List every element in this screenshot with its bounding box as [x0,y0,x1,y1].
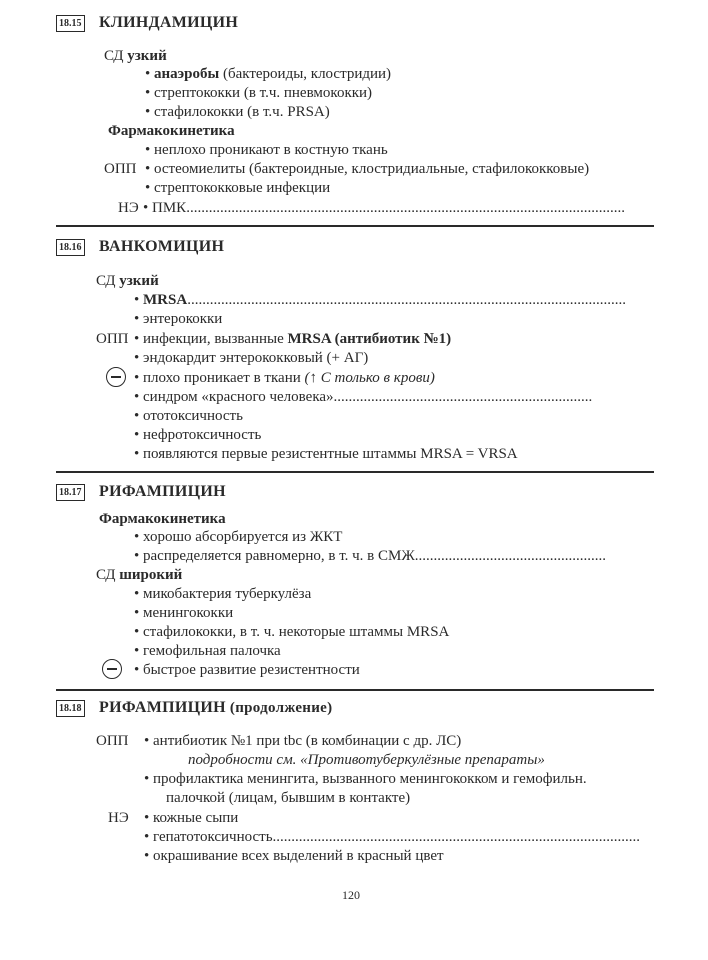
list-item: • быстрое развитие резистентности [134,662,360,678]
opp-label: ОПП [96,331,129,347]
list-item: • окрашивание всех выделений в красный цвет [144,848,444,864]
list-item: • инфекции, вызванные MRSA (антибиотик №1) [134,331,452,347]
leader-dots [186,199,626,217]
sd-line [96,272,159,290]
sd-label: СД [104,48,124,64]
list-item: • ототоксичность [134,408,243,424]
list-item: • антибиотик №1 при tbc (в комбинации с др. ЛС) [144,733,462,749]
sd-value: узкий [127,48,167,64]
sd-label: СД [96,567,116,583]
list-item: • плохо проникает в ткани (↑ С только в крови) [134,370,435,386]
opp-label: ОПП [104,161,137,177]
section-number: 18.15 [56,15,85,32]
section-title: КЛИНДАМИЦИН [99,14,239,31]
sd-line [96,566,182,584]
list-item: • хорошо абсорбируется из ЖКТ [134,529,343,545]
leader-dots [334,388,592,406]
minus-circle-icon [106,367,126,387]
ne-label: НЭ [108,810,129,826]
list-item: • стрептококки (в т.ч. пневмококки) [145,85,373,101]
list-item: • нефротоксичность [134,427,262,443]
list-item-continuation: палочкой (лицам, бывшим в контакте) [166,790,411,806]
list-item: • остеомиелиты (бактероидные, клостридиальные, стафилококковые) [145,161,590,177]
list-item: • распределяется равномерно, в т. ч. в СМЖ..... [134,547,605,565]
sd-value: широкий [119,567,183,583]
section-title: РИФАМПИЦИН [99,483,226,500]
section-number: 18.16 [56,239,85,256]
pk-heading: Фармакокинетика [108,123,235,139]
leader-dots [415,547,605,565]
leader-dots [187,291,627,309]
list-item: • микобактерия туберкулёза [134,586,312,602]
list-item: • появляются первые резистентные штаммы MRSA = VRSA [134,446,518,462]
sd-label: СД [96,273,116,289]
list-item: • эндокардит энтерококковый (+ АГ) [134,350,369,366]
section-title: РИФАМПИЦИН (продолжение) [99,699,333,716]
section-divider [56,471,654,473]
page-number: 120 [342,888,360,902]
section-divider [56,689,654,691]
list-item: • MRSA..... [134,291,627,309]
list-item: • профилактика менингита, вызванного менингококком и гемофильн. [144,771,587,787]
section-title: ВАНКОМИЦИН [99,238,225,255]
section-divider [56,225,654,227]
list-item: • гепатотоксичность..... [144,828,641,846]
pk-heading: Фармакокинетика [99,511,226,527]
sd-value: узкий [119,273,159,289]
list-item: • гемофильная палочка [134,643,281,659]
cross-reference-note: подробности см. «Противотуберкулёзные препараты» [188,752,545,768]
list-item: • энтерококки [134,311,223,327]
list-item: • неплохо проникают в костную ткань [145,142,388,158]
list-item: • анаэробы (бактероиды, клостридии) [145,66,392,82]
opp-label: ОПП [96,733,129,749]
list-item: • ПМК..... [143,199,626,217]
leader-dots [273,828,641,846]
list-item: • менингококки [134,605,234,621]
list-item: • кожные сыпи [144,810,239,826]
list-item: • стафилококки, в т. ч. некоторые штаммы MRSA [134,624,450,640]
minus-circle-icon [102,659,122,679]
section-number: 18.18 [56,700,85,717]
ne-label: НЭ [118,200,139,216]
section-number: 18.17 [56,484,85,501]
sd-line [104,47,167,65]
list-item: • стрептококковые инфекции [145,180,331,196]
list-item: • стафилококки (в т.ч. PRSA) [145,104,330,120]
list-item: • синдром «красного человека»..... [134,388,592,406]
